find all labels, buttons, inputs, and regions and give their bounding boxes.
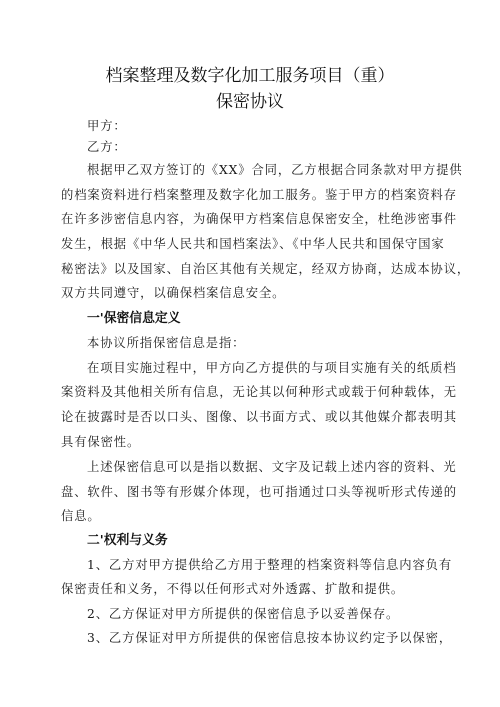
definition-paragraph-line: 论在披露时是否以口头、图像、以书面方式、或以其他媒介都表明其 xyxy=(61,410,457,424)
intro-paragraph-line: 在许多涉密信息内容，为确保甲方档案信息保密安全，杜绝涉密事件 xyxy=(61,212,457,226)
rights-item-line: 2、乙方保证对甲方所提供的保密信息予以妥善保存。 xyxy=(87,607,400,621)
intro-paragraph-line: 双方共同遵守，以确保档案信息安全。 xyxy=(61,286,286,300)
definition-paragraph-line: 案资料及其他相关所有信息，无论其以何种形式或载于何种载体，无 xyxy=(61,385,457,399)
definition-intro: 本协议所指保密信息是指： xyxy=(87,336,246,350)
rights-item-line: 1、乙方对甲方提供给乙方用于整理的档案资料等信息内容负有 xyxy=(87,558,453,572)
definition-paragraph-line: 盘、软件、图书等有形媒介体现，也可指通过口头等视听形式传递的 xyxy=(61,485,457,499)
rights-item-line: 保密责任和义务，不得以任何形式对外透露、扩散和提供。 xyxy=(61,582,405,596)
section-heading-rights: 二'权利与义务 xyxy=(87,533,168,548)
document-subtitle: 保密协议 xyxy=(216,92,284,112)
document-title: 档案整理及数字化加工服务项目（重） xyxy=(105,66,395,86)
rights-item-line: 3、乙方保证对甲方所提供的保密信息按本协议约定予以保密， xyxy=(87,631,453,645)
section-heading-definition: 一'保密信息定义 xyxy=(87,311,181,326)
intro-paragraph-line: 根据甲乙双方签订的《XX》合同，乙方根据合同条款对甲方提供 xyxy=(87,163,463,177)
definition-paragraph-line: 信息。 xyxy=(61,509,101,523)
definition-paragraph-line: 具有保密性。 xyxy=(61,435,141,449)
definition-paragraph-line: 上述保密信息可以是指以数据、文字及记载上述内容的资料、光 xyxy=(87,460,457,474)
intro-paragraph-line: 发生，根据《中华人民共和国档案法》、《中华人民共和国保守国家 xyxy=(61,237,445,251)
intro-paragraph-line: 的档案资料进行档案整理及数字化加工服务。鉴于甲方的档案资料存 xyxy=(61,188,457,202)
party-a-label: 甲方： xyxy=(87,119,127,133)
definition-paragraph-line: 在项目实施过程中，甲方向乙方提供的与项目实施有关的纸质档 xyxy=(87,361,457,375)
party-b-label: 乙方： xyxy=(87,140,127,154)
intro-paragraph-line: 秘密法》以及国家、自治区其他有关规定，经双方协商，达成本协议， xyxy=(61,262,471,276)
